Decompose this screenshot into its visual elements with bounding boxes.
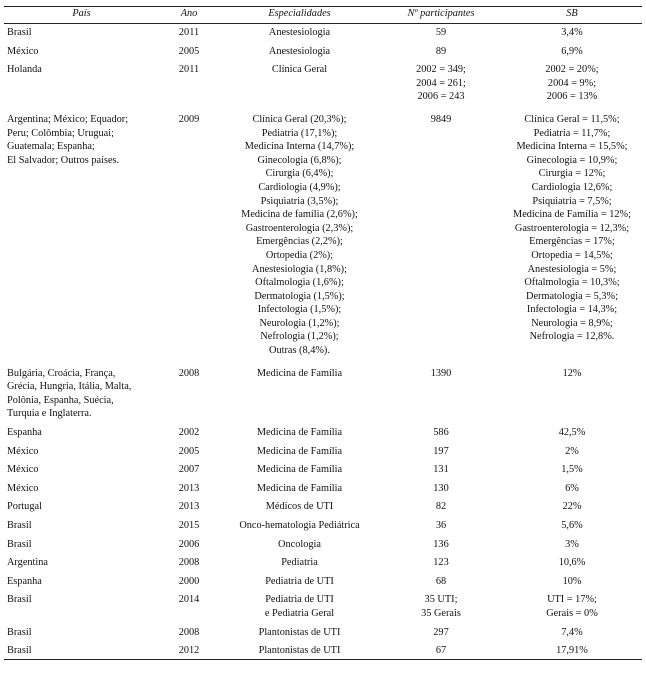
table-row (4, 478, 642, 497)
cell-sb-line: 17,91% (556, 645, 588, 657)
cell-ano (159, 359, 219, 422)
table-row (4, 552, 642, 571)
cell-sb-line: 22% (562, 501, 582, 513)
cell-pais-line: Argentina (7, 557, 48, 569)
cell-ano-line: 2012 (178, 645, 200, 657)
cell-especialidades-line: Anestesiologia (1,8%); (252, 263, 347, 275)
cell-ano (159, 41, 219, 60)
cell-pais (4, 359, 159, 422)
cell-sb (502, 422, 642, 441)
cell-especialidades-line: Medicina de Família (256, 482, 343, 494)
cell-participantes (380, 589, 502, 621)
cell-especialidades (219, 515, 380, 534)
cell-sb (502, 589, 642, 621)
table-row (4, 422, 642, 441)
cell-pais (4, 459, 159, 478)
cell-participantes-line: 35 UTI; (424, 594, 458, 606)
cell-sb-line: Ginecologia = 10,9%; (526, 154, 618, 166)
cell-especialidades-line: Nefrologia (1,2%); (260, 331, 339, 343)
cell-participantes (380, 105, 502, 359)
cell-participantes (380, 422, 502, 441)
cell-pais-line: Peru; Colômbia; Uruguai; (7, 127, 114, 139)
cell-participantes (380, 571, 502, 590)
cell-participantes (380, 552, 502, 571)
cell-especialidades-line: Clínica Geral (20,3%); (252, 113, 347, 125)
table-body (4, 24, 642, 660)
cell-sb (502, 552, 642, 571)
cell-participantes (380, 59, 502, 105)
header-participantes: Nº participantes (380, 7, 502, 24)
cell-ano (159, 478, 219, 497)
header-sb: SB (502, 7, 642, 24)
cell-especialidades-line: Ortopedia (2%); (265, 249, 334, 261)
cell-participantes (380, 515, 502, 534)
table-row (4, 59, 642, 105)
cell-especialidades-line: Dermatologia (1,5%); (254, 290, 345, 302)
cell-ano-line: 2002 (178, 427, 200, 439)
cell-participantes-line: 2004 = 261; (416, 77, 466, 89)
cell-especialidades-line: Medicina Interna (14,7%); (244, 141, 355, 153)
cell-especialidades-line: Outras (8,4%). (269, 345, 330, 357)
cell-pais-line: Brasil (7, 645, 32, 657)
cell-pais-line: Brasil (7, 538, 32, 550)
cell-pais-line: Grécia, Hungria, Itália, Malta, (7, 381, 132, 393)
cell-participantes-line: 68 (435, 575, 447, 587)
cell-participantes (380, 41, 502, 60)
cell-pais-line: El Salvador; Outros países. (7, 154, 120, 166)
cell-especialidades (219, 552, 380, 571)
cell-ano-line: 2006 (178, 538, 200, 550)
table-row (4, 622, 642, 641)
cell-especialidades-line: Onco-hematologia Pediátrica (239, 520, 360, 531)
cell-especialidades-line: Cirurgia (6,4%); (265, 168, 334, 180)
cell-especialidades-line: Neurologia (1,2%); (259, 317, 340, 329)
cell-pais-line: México (7, 45, 39, 57)
cell-sb (502, 534, 642, 553)
cell-sb-line: Oftalmologia = 10,3%; (524, 277, 620, 289)
cell-pais (4, 59, 159, 105)
cell-participantes-line: 297 (433, 626, 449, 638)
cell-pais-line: Brasil (7, 626, 32, 638)
cell-participantes-line: 123 (433, 557, 449, 569)
cell-participantes-line: 82 (435, 501, 447, 513)
cell-pais (4, 640, 159, 659)
cell-pais (4, 24, 159, 41)
cell-pais (4, 478, 159, 497)
cell-participantes (380, 459, 502, 478)
cell-especialidades-line: Anestesiologia (268, 27, 331, 38)
cell-participantes-line: 2006 = 243 (417, 91, 465, 103)
cell-ano (159, 59, 219, 105)
cell-participantes-line: 586 (433, 427, 449, 439)
cell-ano-line: 2008 (178, 557, 200, 569)
cell-ano (159, 534, 219, 553)
cell-especialidades-line: Infectologia (1,5%); (257, 304, 342, 316)
cell-participantes (380, 441, 502, 460)
cell-ano-line: 2015 (178, 520, 200, 531)
cell-ano (159, 24, 219, 41)
cell-ano (159, 459, 219, 478)
cell-sb-line: Dermatologia = 5,3%; (526, 290, 618, 302)
cell-especialidades-line: e Pediatria Geral (264, 607, 335, 619)
cell-pais (4, 552, 159, 571)
cell-sb (502, 41, 642, 60)
cell-pais-line: Bulgária, Croácia, França, (7, 367, 116, 379)
cell-participantes (380, 640, 502, 659)
cell-participantes-line: 89 (435, 45, 447, 57)
cell-ano (159, 441, 219, 460)
cell-especialidades-line: Gastroenterologia (2,3%); (245, 222, 354, 234)
cell-pais-line: Polônia, Espanha, Suécia, (7, 394, 114, 406)
cell-especialidades-line: Emergências (2,2%); (256, 236, 343, 248)
cell-sb-line: 2004 = 9%; (547, 77, 597, 89)
cell-ano (159, 640, 219, 659)
table-row (4, 24, 642, 41)
cell-sb-line: Pediatria = 11,7%; (533, 127, 611, 139)
cell-sb-line: Nefrologia = 12,8%. (529, 331, 615, 343)
table-row (4, 459, 642, 478)
cell-pais-line: Brasil (7, 27, 32, 38)
cell-ano-line: 2011 (178, 27, 200, 38)
cell-participantes-line: 131 (433, 464, 449, 476)
table-row (4, 640, 642, 659)
cell-sb-line: Medicina Interna = 15,5%; (516, 141, 628, 153)
cell-pais-line: Portugal (7, 501, 42, 513)
cell-especialidades-line: Pediatria de UTI (265, 594, 334, 606)
cell-participantes (380, 359, 502, 422)
cell-especialidades-line: Oftalmologia (1,6%); (255, 277, 344, 289)
cell-sb-line: 6,9% (561, 45, 583, 57)
burnout-table (4, 6, 642, 660)
table-row (4, 515, 642, 534)
cell-especialidades (219, 459, 380, 478)
cell-ano-line: 2011 (178, 64, 200, 76)
cell-sb-line: Infectologia = 14,3%; (526, 304, 618, 316)
cell-sb-line: Psiquiatria = 7,5%; (532, 195, 612, 207)
cell-pais-line: Guatemala; Espanha; (7, 141, 95, 153)
cell-sb-line: Ortopedia = 14,5%; (531, 249, 613, 261)
cell-especialidades (219, 359, 380, 422)
cell-especialidades-line: Pediatria de UTI (265, 575, 334, 587)
cell-especialidades-line: Cardiologia (4,9%); (258, 181, 341, 193)
cell-especialidades (219, 59, 380, 105)
cell-especialidades-line: Pediatria (281, 557, 318, 569)
cell-participantes (380, 622, 502, 641)
cell-pais-line: México (7, 445, 39, 457)
cell-pais-line: Turquia e Inglaterra. (7, 408, 92, 420)
table-row (4, 41, 642, 60)
cell-especialidades-line: Plantonistas de UTI (258, 645, 341, 657)
cell-participantes-line: 130 (433, 482, 449, 494)
cell-especialidades (219, 422, 380, 441)
cell-ano-line: 2013 (178, 501, 200, 513)
cell-pais (4, 589, 159, 621)
cell-pais (4, 534, 159, 553)
cell-sb-line: 6% (565, 482, 579, 494)
cell-sb (502, 459, 642, 478)
cell-especialidades-line: Medicina de família (2,6%); (241, 209, 358, 221)
cell-sb-line: 3,4% (561, 27, 583, 38)
cell-especialidades (219, 496, 380, 515)
cell-especialidades (219, 41, 380, 60)
cell-especialidades (219, 478, 380, 497)
cell-ano-line: 2008 (178, 626, 200, 638)
cell-especialidades (219, 571, 380, 590)
cell-ano-line: 2005 (178, 45, 200, 57)
cell-especialidades-line: Medicina de Família (256, 445, 343, 457)
cell-especialidades (219, 534, 380, 553)
cell-pais (4, 422, 159, 441)
header-row (4, 7, 642, 24)
cell-pais-line: Brasil (7, 594, 32, 606)
cell-pais-line: México (7, 482, 39, 494)
cell-sb-line: 12% (562, 367, 582, 379)
table-row (4, 589, 642, 621)
cell-especialidades-line: Medicina de Família (256, 464, 343, 476)
cell-sb-line: Gerais = 0% (546, 607, 598, 619)
cell-especialidades-line: Ginecologia (6,8%); (257, 154, 342, 166)
cell-especialidades-line: Oncologia (278, 538, 321, 550)
cell-pais (4, 496, 159, 515)
cell-ano (159, 422, 219, 441)
cell-sb-line: Cardiologia 12,6%; (531, 181, 613, 193)
cell-ano (159, 571, 219, 590)
cell-ano-line: 2008 (178, 367, 200, 379)
cell-especialidades-line: Anestesiologia (268, 45, 331, 57)
cell-participantes (380, 24, 502, 41)
cell-sb (502, 571, 642, 590)
cell-ano-line: 2014 (178, 594, 200, 606)
cell-ano-line: 2007 (178, 464, 200, 476)
cell-pais (4, 622, 159, 641)
cell-sb-line: Emergências = 17%; (529, 236, 615, 248)
cell-ano-line: 2000 (178, 575, 200, 587)
cell-sb (502, 441, 642, 460)
cell-sb (502, 24, 642, 41)
cell-participantes-line: 67 (435, 645, 447, 657)
cell-participantes-line: 59 (435, 27, 447, 38)
table-row (4, 105, 642, 359)
cell-especialidades (219, 622, 380, 641)
cell-participantes-line: 36 (435, 520, 447, 531)
cell-sb-line: Medicina de Família = 12%; (513, 209, 631, 221)
cell-ano (159, 552, 219, 571)
header-pais: País (4, 7, 159, 24)
cell-sb-line: 2% (565, 445, 579, 457)
cell-sb-line: 7,4% (561, 626, 583, 638)
cell-ano (159, 622, 219, 641)
cell-especialidades-line: Psiquiatria (3,5%); (260, 195, 339, 207)
cell-pais (4, 515, 159, 534)
cell-participantes-line: 9849 (430, 113, 452, 125)
cell-sb-line: 2002 = 20%; (545, 64, 599, 76)
cell-sb (502, 359, 642, 422)
cell-sb-line: Anestesiologia = 5%; (527, 263, 617, 275)
cell-sb (502, 105, 642, 359)
cell-especialidades-line: Clínica Geral (271, 64, 328, 76)
header-ano: Ano (159, 7, 219, 24)
cell-sb-line: 10% (562, 575, 582, 587)
table-row (4, 571, 642, 590)
cell-pais-line: Espanha (7, 427, 42, 439)
cell-participantes-line: 136 (433, 538, 449, 550)
table-row (4, 496, 642, 515)
cell-sb-line: 5,6% (561, 520, 583, 531)
cell-sb-line: 1,5% (561, 464, 583, 476)
cell-sb-line: Clínica Geral = 11,5%; (524, 113, 620, 125)
header-especialidades: Especialidades (219, 7, 380, 24)
cell-sb-line: 10,6% (558, 557, 586, 569)
cell-participantes (380, 478, 502, 497)
cell-pais-line: Holanda (7, 64, 42, 76)
cell-pais (4, 571, 159, 590)
cell-ano (159, 496, 219, 515)
cell-ano (159, 589, 219, 621)
cell-pais (4, 41, 159, 60)
cell-especialidades (219, 441, 380, 460)
cell-sb-line: Neurologia = 8,9%; (531, 317, 613, 329)
cell-ano-line: 2013 (178, 482, 200, 494)
cell-pais (4, 441, 159, 460)
cell-participantes (380, 496, 502, 515)
cell-participantes (380, 534, 502, 553)
cell-sb (502, 478, 642, 497)
cell-participantes-line: 1390 (430, 367, 452, 379)
table-row (4, 441, 642, 460)
cell-especialidades-line: Medicina de Família (256, 367, 343, 379)
cell-participantes-line: 35 Gerais (421, 607, 461, 619)
cell-pais (4, 105, 159, 359)
cell-pais-line: México (7, 464, 39, 476)
cell-ano (159, 515, 219, 534)
cell-sb-line: 42,5% (558, 427, 586, 439)
cell-sb (502, 496, 642, 515)
cell-sb (502, 640, 642, 659)
cell-sb-line: 3% (565, 538, 579, 550)
cell-sb (502, 622, 642, 641)
cell-pais-line: Espanha (7, 575, 42, 587)
cell-especialidades-line: Plantonistas de UTI (258, 626, 341, 638)
cell-especialidades (219, 640, 380, 659)
cell-sb-line: UTI = 17%; (547, 594, 597, 606)
cell-participantes-line: 197 (433, 445, 449, 457)
cell-especialidades-line: Médicos de UTI (265, 501, 334, 513)
cell-sb-line: Gastroenterologia = 12,3%; (514, 222, 630, 234)
cell-participantes-line: 2002 = 349; (416, 64, 466, 76)
cell-ano-line: 2005 (178, 445, 200, 457)
cell-pais-line: Argentina; México; Equador; (7, 113, 129, 125)
cell-sb-line: Cirurgia = 12%; (538, 168, 606, 180)
table-row (4, 359, 642, 422)
cell-sb (502, 515, 642, 534)
table-row (4, 534, 642, 553)
cell-pais-line: Brasil (7, 520, 32, 531)
cell-sb (502, 59, 642, 105)
cell-ano-line: 2009 (178, 113, 200, 125)
cell-sb-line: 2006 = 13% (546, 91, 598, 103)
cell-especialidades (219, 105, 380, 359)
cell-especialidades-line: Medicina de Família (256, 427, 343, 439)
cell-especialidades-line: Pediatria (17,1%); (261, 127, 338, 139)
cell-ano (159, 105, 219, 359)
cell-especialidades (219, 24, 380, 41)
cell-especialidades (219, 589, 380, 621)
